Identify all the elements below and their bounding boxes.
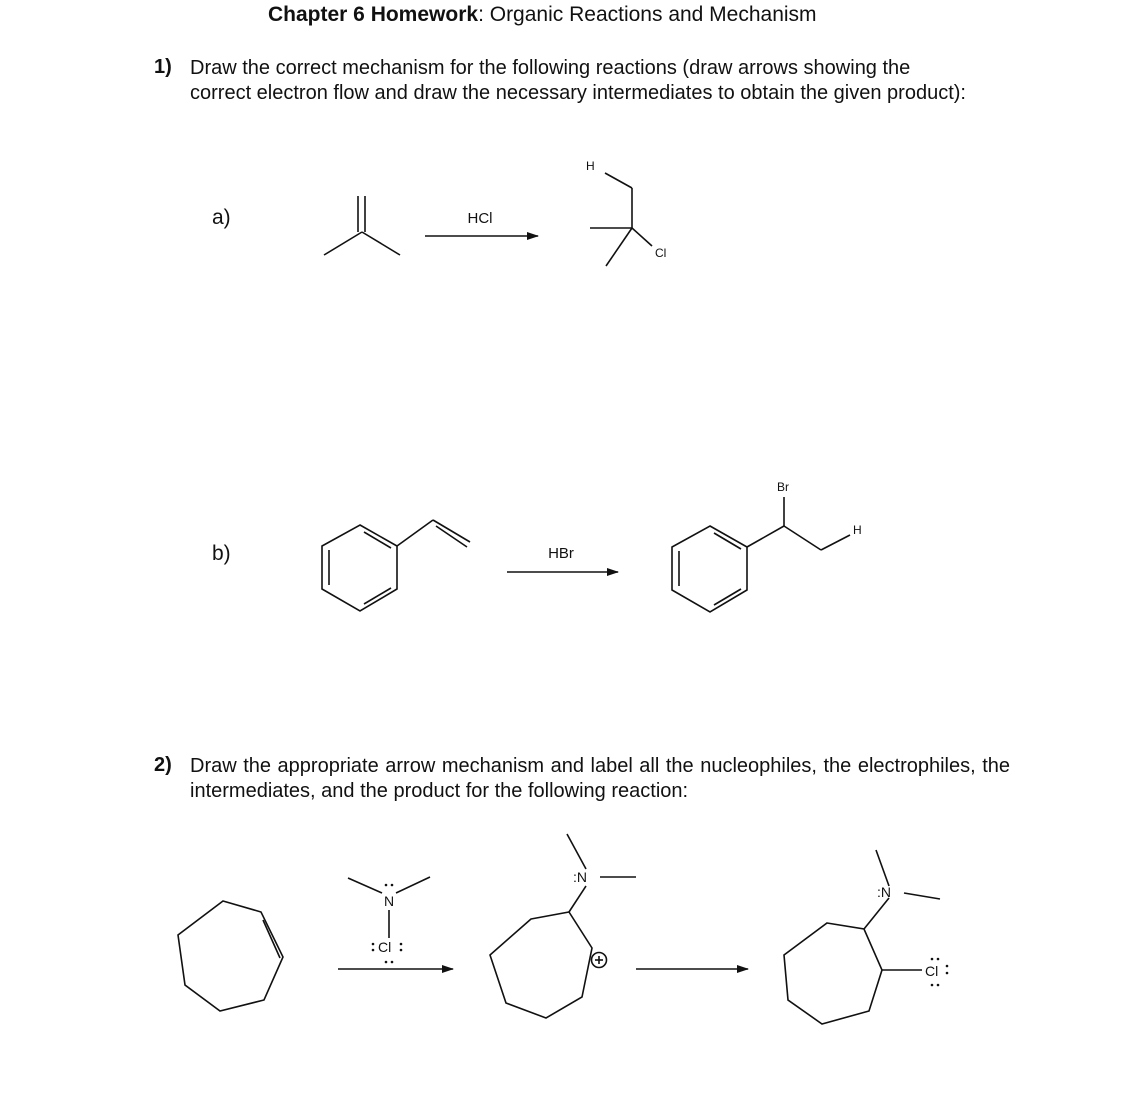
title-rest: : Organic Reactions and Mechanism: [478, 3, 817, 26]
reagent-hcl: HCl: [467, 210, 493, 227]
reagent-nitrogen: N: [384, 893, 395, 909]
question-2-number: 2): [154, 754, 172, 776]
part-a-label: a): [212, 206, 231, 229]
product-a-chlorine: Cl: [655, 246, 667, 260]
question-1-number: 1): [154, 56, 172, 78]
product-chlorine: Cl: [925, 963, 939, 979]
reagent-nmecl: [348, 877, 430, 963]
reaction-arrow-a: [425, 210, 538, 236]
product-nitrogen: :N: [877, 884, 891, 900]
reaction-arrow-b: [507, 545, 618, 572]
cycloheptene-reactant: [178, 901, 283, 1011]
question-2-text: Draw the appropriate arrow mechanism and label all the nucleophiles, the electrophiles, the intermediates, and the product for the following reaction:: [190, 755, 1010, 802]
product-a-hydrogen: H: [586, 159, 595, 173]
alkene-reactant-a: [324, 196, 400, 255]
question-1-text: Draw the correct mechanism for the following reactions (draw arrows showing the correct electron flow and draw the necessary intermediates to obtain the given product):: [190, 57, 966, 104]
product-b-bromine: Br: [777, 480, 789, 494]
carbocation-intermediate: [490, 834, 636, 1018]
product-b: [672, 480, 862, 612]
styrene-reactant: [322, 520, 470, 611]
reagent-chlorine: Cl: [378, 939, 392, 955]
reagent-hbr: HBr: [548, 545, 574, 562]
product-b-hydrogen: H: [853, 523, 862, 537]
product-2: [784, 850, 948, 1024]
intermediate-nitrogen: :N: [573, 869, 587, 885]
product-a: [586, 159, 666, 266]
title-bold: Chapter 6 Homework: [268, 3, 479, 26]
part-b-label: b): [212, 542, 231, 565]
